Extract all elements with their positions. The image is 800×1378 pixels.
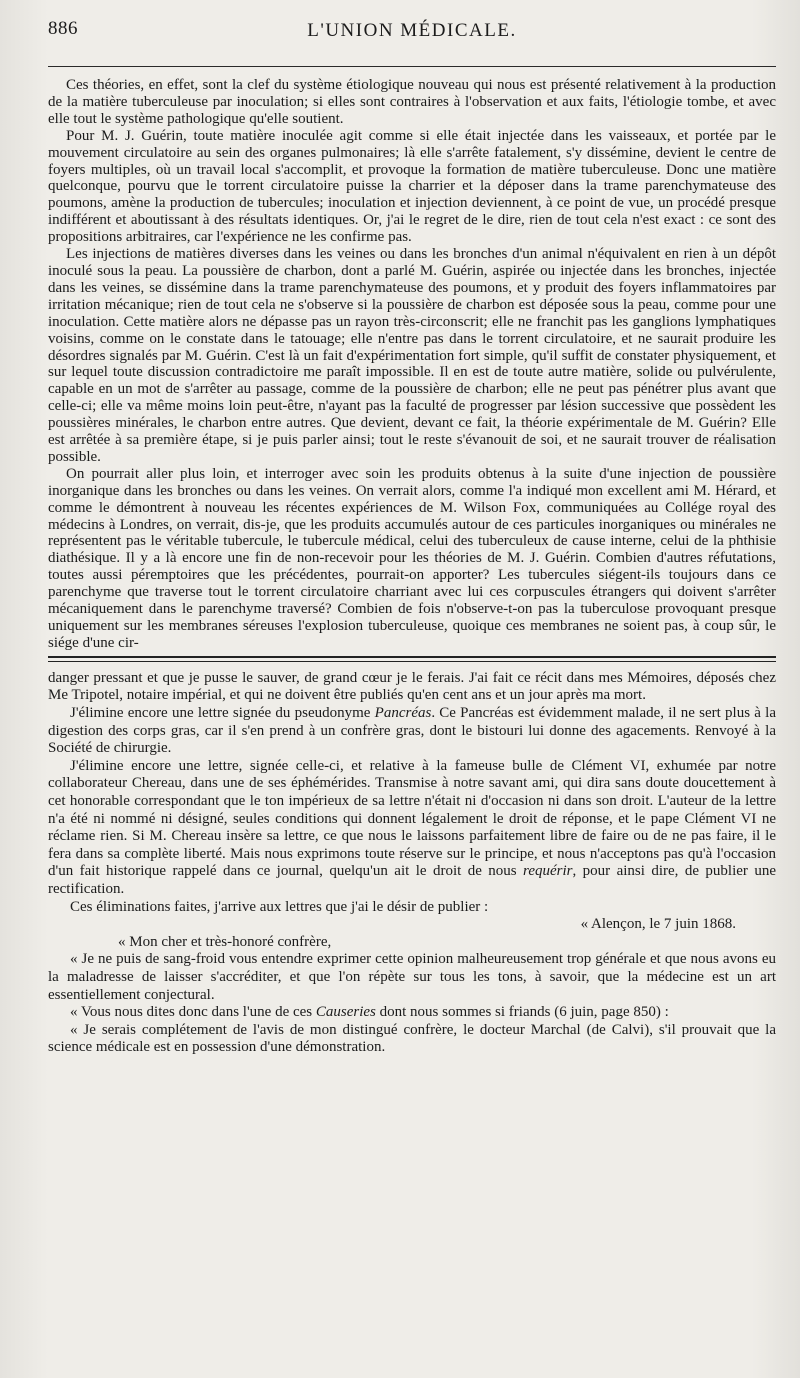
article-paragraph-1: Ces théories, en effet, sont la clef du système étiologique nouveau qui nous est présenté relativement à la production de la matière tuberculeuse par inoculation; si elles sont contraires à l'observation et aux faits, l'étiologie tombe, et avec elle tout le système pathologique qu'elle soutient. [48,77,776,127]
article-paragraph-4: On pourrait aller plus loin, et interroger avec soin les produits obtenus à la suite d'une injection de poussière inorganique dans les bronches ou dans les veines. On verrait alors, comme l'a indiqué mon excellent ami M. Hérard, et comme le démontrent à nouveau les récentes expériences de M. Wilson Fox, communiquées au Collége royal des médecins à Londres, on verrait, dis-je, que les produits accumulés autour de ces particules inorganiques ou minérales ne représentent pas le véritable tubercule, le tubercule médical, celui des tuberculeux de cause interne, celui de la phthisie diathésique. Il y a là encore une fin de non-recevoir pour les théories de M. J. Guérin. Combien d'autres réfutations, toutes aussi péremptoires que les précédentes, pourrait-on apporter? Les tubercules siégent-ils toujours dans ce parenchyme que traverse tout le torrent circulatoire charriant avec lui ces corpuscules étrangers qui doivent s'arrêter mécaniquement dans le parenchyme traversé? Combien de fois n'observe-t-on pas la tuberculose provoquant presque uniquement sur les membranes séreuses l'explosion tuberculeuse, quoique ces membranes ne soient pas, à coup sûr, le siége d'une cir- [48,465,776,651]
journal-title: L'UNION MÉDICALE. [307,20,517,41]
italic-word: requérir [523,863,573,880]
article-paragraph-2: Pour M. J. Guérin, toute matière inoculée agit comme si elle était injectée dans les vaisseaux, et portée par le mouvement circulatoire au sein des organes pulmonaires; là elle s'arrête fatalement, s'y dissémine, devient le centre de foyers multiples, où un travail local s'accomplit, et provoque la formation de matière tuberculeuse. Donc une matière quelconque, pourvu que le torrent circulatoire puisse la charrier et la déposer dans la trame parenchymateuse des poumons, amène la production de tubercules; inoculation et injection deviennent, à ce point de vue, un procédé presque indifférent et aboutissant à des résultats identiques. Or, j'ai le regret de le dire, rien de tout cela n'est exact : ce sont des propositions arbitraires, car l'expérience ne les confirme pas. [48,127,776,246]
feuilleton-paragraph-3: J'élimine encore une lettre, signée celle-ci, et relative à la fameuse bulle de Clément VI, exhumée par notre collaborateur Chereau, dans une de ses éphémérides. Transmise à notre savant ami, qui dira sans doute doucettement à cet honorable correspondant que le ton impérieux de sa lettre n'était ni d'occasion ni dans son droit. L'auteur de la lettre n'a été ni nommé ni désigné, seules conditions qui donnent légalement le droit de réponse, et le pape Clément VI ne réclame rien. Si M. Chereau insère sa lettre, ce que nous le laissons parfaitement libre de faire ou de ne pas faire, il le fera dans sa complète liberté. Mais nous exprimons toute réserve sur le principe, et nous n'acceptons pas qu'à l'occasion d'un fait historique rappelé dans ce journal, quelqu'un ait le droit de nous requérir, pour ainsi dire, de publier une rectification. [48,757,776,897]
feuilleton-paragraph-2: J'élimine encore une lettre signée du pseudonyme Pancréas. Ce Pancréas est évidemment malade, il ne sert plus à la digestion des corps gras, car il s'en prend à un confrère gras, dont le bistouri lui donne des agacements. Renvoyé à la Société de chirurgie. [48,705,776,757]
article-paragraph-3: Les injections de matières diverses dans les veines ou dans les bronches d'un animal n'équivalent en rien à un dépôt inoculé sous la peau. La poussière de charbon, dont a parlé M. Guérin, aspirée ou injectée dans les bronches, injectée dans les veines, se dissémine dans la trame parenchymateuse des poumons, et y produit des foyers inflammatoires par irritation mécanique; rien de tout cela ne s'observe si la poussière de charbon est déposée sous la peau, comme pour une inoculation. Cette matière alors ne dépasse pas un rayon très-circonscrit; elle ne franchit pas les ganglions lymphatiques voisins, comme on le constate dans le tatouage; elle n'entre pas dans le torrent circulatoire, et ne saurait produire les désordres signalés par M. Guérin. C'est là un fait d'expérimentation fort simple, qu'il suffit de constater physiquement, et sur lequel toute discussion contradictoire me paraît impossible. Il en est de toute autre matière, solide ou pulvérulente, capable en un mot de s'arrêter au passage, comme de la poussière de charbon; elle ne peut pas pénétrer plus avant que celle-ci; elle va même moins loin peut-être, n'ayant pas la faculté de progresser par lésion successive que possèdent les poussières minérales, le charbon entre autres. Que devient, devant ce fait, la théorie expérimentale de M. Guérin? Elle est arrêtée à sa première étape, si je puis parler ainsi; tout le reste s'évanouit de soi, et ne saurait trouver de réalisation possible. [48,246,776,465]
feuilleton-paragraph-4: Ces éliminations faites, j'arrive aux lettres que j'ai le désir de publier : [70,898,489,915]
feuilleton-separator [48,656,776,662]
causeries-title: Causeries [315,1004,376,1021]
page-number: 886 [48,18,78,39]
letter-paragraph-3: « Je serais complétement de l'avis de mon distingué confrère, le docteur Marchal (de Calvi), s'il prouvait que la science médicale est en possession d'une démonstration. [48,1021,776,1056]
letter-paragraph-1: « Je ne puis de sang-froid vous entendre exprimer cette opinion malheureusement trop générale et que nous avons eu la maladresse de laisser s'accréditer, et que l'on répète sur tous les tons, à savoir, que la médecine est un art essentiellement conjectural. [48,951,776,1003]
pseudonym: Pancréas [374,705,432,721]
page-header [48,18,776,50]
letter-dateline: « Alençon, le 7 juin 1868. [580,916,736,933]
article-column [48,77,776,652]
header-rule [48,66,776,67]
letter-paragraph-2: « Vous nous dites donc dans l'une de ces Causeries dont nous sommes si friands (6 juin, page 850) : [70,1004,669,1021]
feuilleton-paragraph-1: danger pressant et que je pusse le sauver, de grand cœur je le ferais. J'ai fait ce récit dans mes Mémoires, déposés chez Me Tripotel, notaire impérial, et qui ne doivent être publiés qu'en cent ans et un jour après ma mort. [48,669,776,704]
feuilleton-column [48,670,776,1057]
letter-salutation: « Mon cher et très-honoré confrère, [118,933,332,950]
